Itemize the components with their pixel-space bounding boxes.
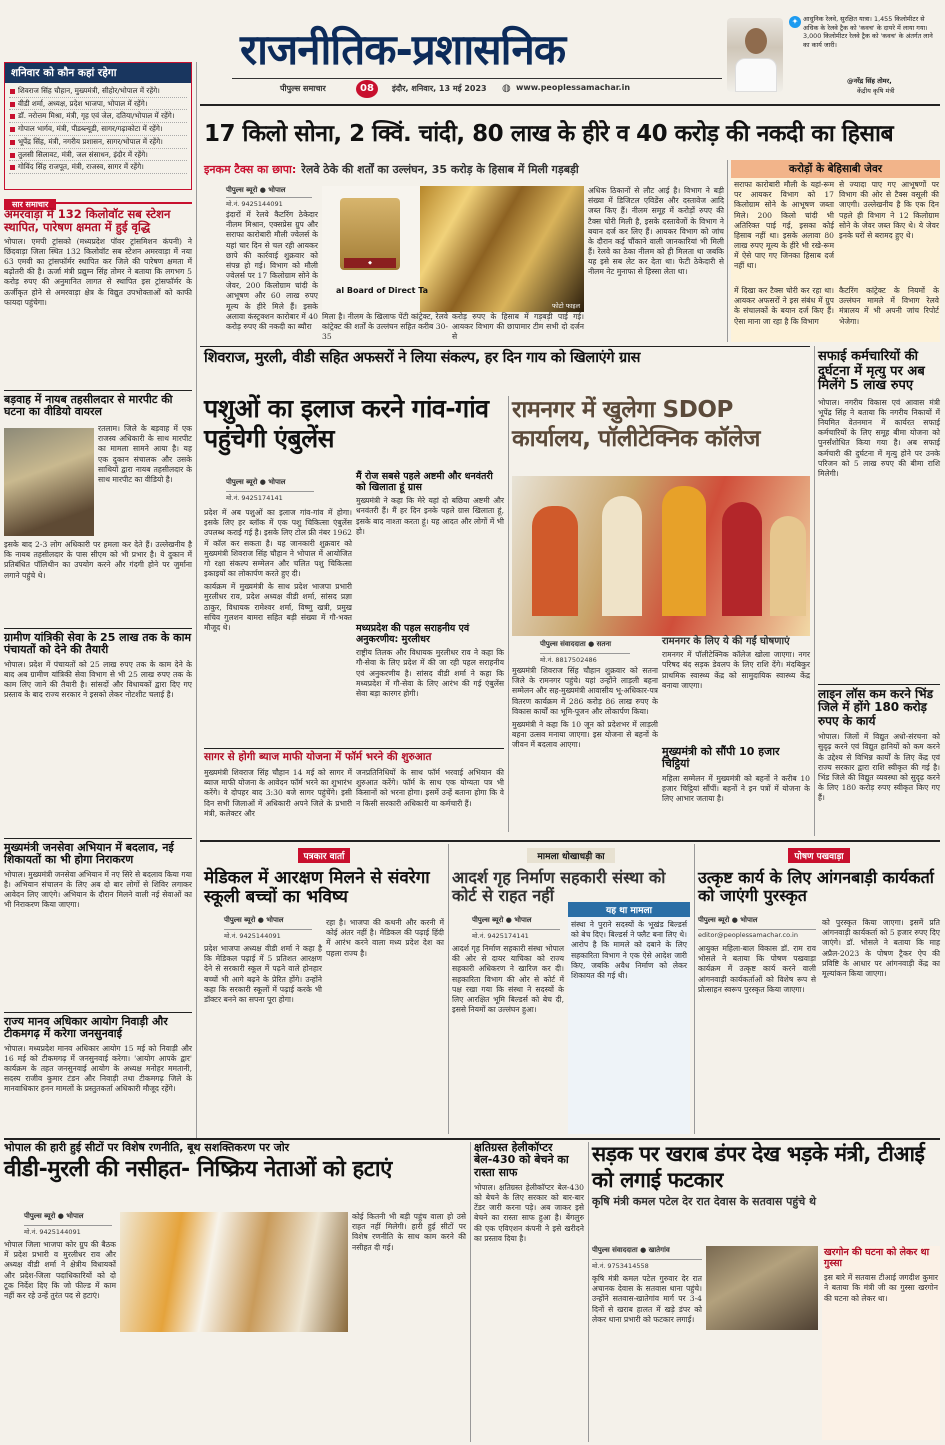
ramnagar-letters: मुख्यमंत्री को सौंपी 10 हजार चिट्ठियां महिला सम्मेलन में मुख्यमंत्री को बहनों ने करीब 10 हजार चिट्ठियां सौंपीं। बहनों ने इन पत्रों में योजना के लिए आभार जताया है।: [662, 745, 810, 803]
dateline: इंदौर, शनिवार, 13 मई 2023: [392, 84, 487, 93]
top-mobile: मो.नं. 9425144091: [226, 197, 312, 208]
left-news-5: राज्य मानव अधिकार आयोग निवाड़ी और टीकमगढ़ में करेगा जनसुनवाई भोपाल। मध्यप्रदेश मानव अधिकार आयोग 15 मई को निवाड़ी और 16 मई को टीकमगढ़ में जनसुनवाई करेगा। 'आयोग आपके द्वार' कार्यक्रम के तहत जनसुनवाई आयोग के अध्यक्ष मनोहर ममतानी, सदस्य राजीव कुमार टंडन और निवाड़ी तथा टीकमगढ़ जिले के मानवाधिकार हनन मामलों के प्रस्तुतकर्ता अधिकारी मौजूद रहेंगे।: [4, 1015, 192, 1094]
dumper-story: सड़क पर खराब डंपर देख भड़के मंत्री, टीआई को लगाई फटकार कृषि मंत्री कमल पटेल देर रात देवास के सतवास पहुंचे थे पीपुल्स संवाददाता ● खातेगांव मो.नं. 9753414558 कृषि मंत्री कमल पटेल गुरुवार देर रात अचानक देवास के सतवास थाना पहुंचे। उन्होंने सतवास-खातेगांव मार्ग पर 3-4 दिनों से खराब हालत में खड़े डंपर को लेकर थाना प्रभारी को फटकार लगाई। खरगोन की घटना को लेकर था गुस्सा इस बारे में सतवास टीआई जगदीश कुमार ने बताया कि मंत्री जी का गुस्सा खरगोन की घटना को लेकर था।: [592, 1142, 940, 1442]
license-story: लाइन लॉस कम करने भिंड जिले में होंगे 180 करोड़ रुपए के कार्य भोपाल। जिलों में विद्युत अधो-संरचना को सुदृढ़ करने एवं विद्युत हानियों को कम करने के उद्देश्य से विभिन्न कार्यों के लिए केंद्र एवं राज्य सरकार द्वारा राशि स्वीकृत की गई है। भिंड जिले की विद्युत व्यवस्था को सुदृढ़ करने के लिए 180 करोड़ रुपए स्वीकृत किए गए हैं।: [818, 687, 940, 803]
tweet-box: [727, 14, 939, 98]
brief-label: सार समाचार: [4, 199, 56, 210]
ramnagar-mobile: मो.नं. 8817502486: [540, 653, 630, 664]
list-item: तुलसी सिलावट, मंत्री, जल संसाधन, इंदौर में रहेंगे।: [9, 149, 187, 162]
website: www.peoplessamachar.in: [516, 83, 631, 92]
ramnagar-headline: रामनगर में खुलेगा SDOP कार्यालय, पॉलीटेक्निक कॉलेज: [512, 397, 761, 452]
list-item: गोपाल भार्गव, मंत्री, पीडब्ल्यूडी, सागर/गढ़ाकोटा में रहेंगे।: [9, 123, 187, 136]
top-col-2: मिला है। नीलम के खिलाफ पेंटी कांट्रेक्ट, रेलवे कांट्रेक्ट की शर्तों के उल्लंघन सहित करीब 30-35: [322, 312, 448, 342]
ambulance-sub-1: मैं रोज सबसे पहले अष्टमी और धनवंतरी को खिलाता हूं ग्रास मुख्यमंत्री ने कहा कि मेरे यहां दो बछिया अष्टमी और धनवंतरी हैं। मैं हर दिन इनके पहले ग्रास खिलाता हूं, इसके बाद नाश्ता करता हूं। यह आदत और लोगों में भी हो।: [356, 471, 504, 536]
ramnagar-byline: पीपुल्स संवाददाता ● सतना: [540, 640, 612, 648]
jewels-box: करोड़ों के बेहिसाबी जेवर सराफा कारोबारी मौली के यहां-रूम पर आयकर विभाग को 17 किलोग्राम सोने के आभूषण जब्ता मिले। 200 किलो चांदी भी अतिरिक्त पाई गई, इसका कोई हिसाब नहीं था। इसके अलावा 80 लाख रुपए मूल्य के हीरे भी रखे-रूम में ऐसे पाए गए जिनका हिसाब दर्ज नहीं था। में दिखा कर टैक्स चोरी कर रहा था। आयकर अफसरों ने इस संबंध में ग्रुप के संचालकों के बयान दर्ज किए हैं। ऐसा माना जा रहा है कि विभाग से ज्यादा पाए गए आभूषणों पर विभाग की ओर से टैक्स वसूली की जाएगी। उल्लेखनीय है कि एक दिन पहले ही विभाग ने 12 किलोग्राम सोने के जेवर जब्त किए थे। ये जेवर इनके घरों से बरामद हुए थे। कैटरिंग कांट्रेक्ट के नियमों के उल्लंघन मामले में विभाग रेलवे मंत्रालय में भी अपनी जांच रिपोर्ट भेजेगा।: [731, 160, 940, 342]
anganwadi-story: पोषण पखवाड़ा उत्कृष्ट कार्य के लिए आंगनबाड़ी कार्यकर्ता को जाएंगी पुरस्कृत पीपुल्स ब्यूरो ● भोपाल editor@peoplessamachar.co.in आयुक्त महिला-बाल विकास डॉ. राम राव भोसले ने बताया कि पोषण पखवाड़ा कार्यक्रम में उत्कृष्ट कार्य करने वाली आंगनवाड़ी कार्यकर्ताओं को विशेष रूप से प्रोत्साहन स्वरूप पुरस्कृत किया जाएगा। को पुरस्कृत किया जाएगा। इसमें प्रति आंगनवाड़ी कार्यकर्ता को 5 हजार रुपए दिए जाएंगे। डॉ. भोसले ने बताया कि माह अप्रैल-2023 के पोषण ट्रैकर ऐप की प्रविष्टि के आधार पर आंगनवाड़ी केंद्र का मूल्यांकन किया जाएगा।: [698, 844, 940, 1144]
dumper-photo: [706, 1246, 818, 1330]
ambulance-mobile: मो.नं. 9425174141: [226, 491, 314, 502]
tweet-text: आधुनिक रेलवे, सुरक्षित यात्रा। 1,455 किलोमीटर से अधिक के रेलवे ट्रैक को 'कवच' के दायरे में लाया गया। 3,000 किलोमीटर रेलवे ट्रैक को 'कवच' के अंतर्गत लाने का कार्य जारी।: [803, 15, 933, 49]
schedule-title: शनिवार को कौन कहां रहेगा: [5, 63, 191, 83]
khargone-box: खरगोन की घटना को लेकर था गुस्सा इस बारे में सतवास टीआई जगदीश कुमार ने बताया कि मंत्री जी का गुस्सा खरगोन की घटना को लेकर था।: [822, 1246, 940, 1440]
news-photo: [4, 428, 94, 536]
case-box: यह था मामला संस्था ने पुराने सदस्यों के भूखंड बिल्डर्स को बेच दिए। बिल्डर्स ने फ्लैट बना लिए थे। आरोप है कि मामले को दबाने के लिए सहकारिता विभाग ने एक ऐसे आदेश जारी किए, जबकि अवैध निर्माण को लेकर शिकायत की गई थी।: [568, 902, 690, 1134]
twitter-icon: ✦: [789, 16, 801, 28]
ramnagar-body: मुख्यमंत्री शिवराज सिंह चौहान शुक्रवार को सतना जिले के रामनगर पहुंचे। यहां उन्होंने लाड़ली बहना सम्मेलन और सह-मुख्यमंत्री आवासीय भू-अधिकार-पत्र वितरण कार्यक्रम में 286 करोड़ 86 लाख रुपए के विकास कार्यों का भूमि-पूजन और लोकार्पण किया। मुख्यमंत्री ने कहा कि 10 जून को प्रदेशभर में लाड़ली बहना उत्सव मनाया जाएगा। इस योजना से बहनों के जीवन में बदलाव आएगा।: [512, 666, 658, 750]
tweet-role: केंद्रीय कृषि मंत्री: [857, 87, 895, 95]
ambulance-byline: पीपुल्स ब्यूरो ● भोपाल: [226, 478, 286, 486]
list-item: वीडी शर्मा, अध्यक्ष, प्रदेश भाजपा, भोपाल में रहेंगे।: [9, 98, 187, 111]
left-news-1: अमरवाड़ा में 132 किलोवॉट सब स्टेशन स्थापित, पारेषण क्षमता में हुई वृद्धि भोपाल। एमपी ट्रांसको (मध्यप्रदेश पॉवर ट्रांसमिशन कंपनी) ने छिंदवाड़ा जिला स्थित 132 किलोवॉट सब स्टेशन अमरवाड़ा में नया 63 एमवी का ट्रांसफॉर्मर स्थापित कर जिले की पारेषण क्षमता में बढ़ोतरी की है। ऊर्जा मंत्री प्रद्युम्न सिंह तोमर ने बताया कि लगभग 5 करोड़ रुपए की अनुमानित लागत से स्थापित इस ट्रांसफॉर्मर के ऊर्जीकृत होने से अमरवाड़ा क्षेत्र के विद्युत उपभोक्ताओं को काफी फायदा पहुंचेगा।: [4, 207, 192, 307]
top-kicker: इनकम टैक्स का छापा:: [204, 163, 297, 176]
tweet-author: @नरेंद्र सिंह तोमर,: [847, 77, 892, 85]
society-story: मामला धोखाधड़ी का आदर्श गृह निर्माण सहकारी संस्था को कोर्ट से राहत नहीं पीपुल्स ब्यूरो ● भोपाल मो.नं. 9425174141 आदर्श गृह निर्माण सहकारी संस्था भोपाल की ओर से दायर याचिका को राज्य सहकारी अधिकरण ने खारिज कर दी। सहकारिता विभाग की ओर से कोर्ट में पक्ष रखा गया कि संस्था ने सदस्यों के लिए आरक्षित भूमि बिल्डर्स को बेच दी, इससे नियमों का उल्लंघन हुआ। यह था मामला संस्था ने पुराने सदस्यों के भूखंड बिल्डर्स को बेच दिए। बिल्डर्स ने फ्लैट बना लिए थे। आरोप है कि मामले को दबाने के लिए सहकारिता विभाग ने एक ऐसे आदेश जारी किए, जबकि अवैध निर्माण को लेकर शिकायत की गई थी।: [452, 844, 690, 1144]
left-news-2: बड़वाह में नायब तहसीलदार से मारपीट की घटना का वीडियो वायरल रतलाम। जिले के बड़वाह में एक राजस्व अधिकारी के साथ मारपीट का मामला सामने आया है। यह एक दुकान संचालक और उसके साथियों द्वारा नायब तहसीलदार के साथ मारपीट का वीडियो है। इसके बाद 2-3 लोग अधिकारी पर हमला कर देते हैं। उल्लेखनीय है कि नायब तहसीलदार के पास सीएम को भी प्रभार है। ये दुकान में प्रतिबंधित पॉलिथीन का उपयोग करने और गंदगी होने पर जुर्माना लगाने पहुंचे थे।: [4, 393, 192, 580]
heli-story: क्षतिग्रस्त हेलीकॉप्टर बेल-430 को बेचने का रास्ता साफ भोपाल। क्षतिग्रस्त हेलीकॉप्टर बेल-430 को बेचने के लिए सरकार को बार-बार टेंडर जारी करना पड़े। अब जाकर इसे बेचने का रास्ता साफ हुआ है। बेंगलुरु की एक एविएशन कंपनी ने इसे खरीदने का प्रस्ताव दिया है।: [474, 1141, 584, 1243]
safai-story: सफाई कर्मचारियों की दुर्घटना में मृत्यु पर अब मिलेंगे 5 लाख रुपए भोपाल। नगरीय विकास एवं आवास मंत्री भूपेंद्र सिंह ने बताया कि नगरीय निकायों में नियमित वेतनमान में कार्यरत सफाई कर्मचारियों के लिए समूह बीमा योजना को पुनर्संशोधित किया गया है। अब सफाई कर्मचारी की दुर्घटना में मृत्यु होने पर उनके परिजन को 5 लाख रुपए की बीमा राशि मिलेगी।: [818, 349, 940, 478]
list-item: गोविंद सिंह राजपूत, मंत्री, राजस्व, सागर में रहेंगे।: [9, 161, 187, 174]
page-number: 08: [356, 80, 378, 98]
ramnagar-photo: [512, 476, 810, 636]
photo-caption: फोटो फाइल: [551, 302, 580, 310]
ramnagar-declarations: रामनगर के लिए ये की गईं घोषणाएं रामनगर में पॉलीटेक्निक कॉलेज खोला जाएगा। नगर परिषद बंद सड़क डेवलप के लिए राशि देंगे। मंदबिकुर प्राथमिक स्वास्थ्य केंद्र को सामुदायिक स्वास्थ्य केंद्र बनाया जाएगा।: [662, 636, 810, 690]
bjp-story: भोपाल की हारी हुई सीटों पर विशेष रणनीति, बूथ सशक्तिकरण पर जोर वीडी-मुरली की नसीहत- निष्क्रिय नेताओं को हटाएं पीपुल्स ब्यूरो ● भोपाल मो.नं. 9425144091 भोपाल जिला भाजपा कोर ग्रुप की बैठक में प्रदेश प्रभारी व मुरलीधर राव और अध्यक्ष वीडी शर्मा ने क्षेत्रीय विधायकों और प्रदेश-जिला पदाधिकारियों को दो टूक निर्देश दिए कि जो फील्ड में काम नहीं कर रहे उन्हें तुरंत पद से हटाएं। कोई कितनी भी बड़ी पहुंच वाला हो उसे राहत नहीं मिलेगी। हारी हुई सीटों पर विशेष रणनीति के साथ काम करने की नसीहत दी गई।: [4, 1142, 466, 1442]
medical-story: पत्रकार वार्ता मेडिकल में आरक्षण मिलने से संवरेगा स्कूली बच्चों का भविष्य पीपुल्स ब्यूरो ● भोपाल मो.नं. 9425144091 प्रदेश भाजपा अध्यक्ष वीडी शर्मा ने कहा है कि मेडिकल पढ़ाई में 5 प्रतिशत आरक्षण देने से सरकारी स्कूल में पढ़ने वाले होनहार बच्चों भी आगे बढ़ने के प्रेरित होंगे। उन्होंने कहा कि सरकारी स्कूलों में पढ़ाई करके भी डॉक्टर बनने का सपना पूरा होगा। रहा है। भाजपा की कथनी और करनी में कोई अंतर नहीं है। मेडिकल की पढ़ाई हिंदी में आरंभ करने वाला मध्य प्रदेश देश का पहला राज्य है।: [204, 844, 444, 1144]
top-deck: रेलवे ठेके की शर्तों का उल्लंघन, 35 करोड़ के हिसाब में मिली गड़बड़ी: [301, 163, 579, 176]
ambulance-body: प्रदेश में अब पशुओं का इलाज गांव-गांव में होगा। इसके लिए हर ब्लॉक में एक पशु चिकित्सा एंबुलेंस उपलब्ध कराई गई है। इसके लिए टोल फ्री नंबर 1962 में कॉल कर सकता है। यह जानकारी शुक्रवार को मुख्यमंत्री शिवराज सिंह चौहान ने भोपाल में आयोजित गो रक्षा संकल्प सम्मेलन और चलित पशु चिकित्सा इकाइयों का लोकार्पण करते हुए दी। कार्यक्रम में मुख्यमंत्री के साथ प्रदेश भाजपा प्रभारी मुरलीधर राव, प्रदेश अध्यक्ष वीडी शर्मा, सांसद प्रज्ञा ठाकुर, विधायक रामेश्वर शर्मा, विष्णु खत्री, प्रमुख सचिव गुलशन बामरा सहित बड़ी संख्या में गौ-भक्त मौजूद थे।: [204, 508, 352, 632]
left-news-3: ग्रामीण यांत्रिकी सेवा के 25 लाख तक के काम पंचायतों को देने की तैयारी भोपाल। प्रदेश में पंचायतों को 25 लाख रुपए तक के काम देने के बाद अब ग्रामीण यांत्रिकी सेवा विभाग से भी 25 लाख रुपए तक के काम लिए जाने की तैयारी है। सांसदों और विधायकों द्वारा दिए गए प्रस्ताव के बाद राज्य सरकार ने इसको लेकर नोटशीट चलाई है।: [4, 631, 192, 700]
left-news-4: मुख्यमंत्री जनसेवा अभियान में बदलाव, नई शिकायतों का भी होगा निराकरण भोपाल। मुख्यमंत्री जनसेवा अभियान में नए सिरे से बदलाव किया गया है। अभियान संचालन के लिए अब दो बार लोगों से शिविर लगाकर आवेदन लिए जाएंगे। अभियान के दौरान मिलने वाली नई सेवाओं का भी निराकरण किया जाएगा।: [4, 841, 192, 910]
top-byline: पीपुल्स ब्यूरो ● भोपाल: [226, 186, 286, 194]
list-item: भूपेंद्र सिंह, मंत्री, नगरीय प्रशासन, सागर/भोपाल में रहेंगे।: [9, 136, 187, 149]
ambulance-headline: पशुओं का इलाज करने गांव-गांव पहुंचेगी एंबुलेंस: [204, 394, 489, 453]
cow-banner: शिवराज, मुरली, वीडी सहित अफसरों ने लिया संकल्प, हर दिन गाय को खिलाएंगे ग्रास: [204, 350, 641, 366]
sagar-headline: सागर से होगी ब्याज माफी योजना में फॉर्म भरने की शुरुआत: [204, 751, 432, 763]
section-title: राजनीतिक-प्रशासनिक: [240, 25, 566, 74]
top-headline: 17 किलो सोना, 2 क्विं. चांदी, 80 लाख के हीरे व 40 करोड़ की नकदी का हिसाब: [204, 121, 894, 147]
top-photo: ◆ al Board of Direct Ta फोटो फाइल: [322, 186, 584, 312]
bjp-photo: [120, 1212, 348, 1332]
top-col-1: इंदारों में रेलवे कैटरिंग ठेकेदार नीलम मिश्रान, एक्सप्रेस ग्रुप और सराफा कारोबारी मौली ज्वेलर्स के यहां चार दिन से चल रही आयकर छापे की कार्रवाई शुक्रवार को संपन्न हो गई। विभाग को मौली ज्वेलर्स पर 17 किलोग्राम सोने के जेवर, 200 किलोग्राम चांदी के आभूषण और 60 लाख रुपए मूल्य के हीरे मिले हैं। इसके अलावा कंस्ट्रक्शन कारोबार में 40 करोड़ रुपए की नकदी का ब्यौरा: [226, 210, 318, 331]
paper-name: पीपुल्स समाचार: [280, 84, 326, 93]
jewels-box-title: करोड़ों के बेहिसाबी जेवर: [731, 160, 940, 178]
globe-icon: ◍: [502, 83, 511, 94]
ambulance-sub-2: मध्यप्रदेश की पहल सराहनीय एवं अनुकरणीय: मुरलीधर राष्ट्रीय तिलक और विधायक मुरलीधर राव ने कहा कि गौ-सेवा के लिए प्रदेश में की जा रही पहल सराहनीय एवं अनुकरणीय है। सांसद वीडी शर्मा ने कहा कि मध्यप्रदेश में गौ-सेवा के लिए आरंभ की गई एंबुलेंस सेवा बड़ा कारगर होगी।: [356, 623, 504, 698]
schedule-list: [5, 83, 191, 176]
top-col-4: अधिक ठिकानों से लौट आई है। विभाग ने बड़ी संख्या में डिजिटल एविडेंस और दस्तावेज आदि जब्त किए हैं। नीलम समूह में करोड़ों रुपए की टैक्स चोरी मिली है, इसके दस्तावेजों के विभाग ने बयान दर्ज कर लिए हैं। आयकर विभाग को जांच के दौरान कई चौंकाने वाली जानकारियां भी मिली हैं। रेलवे का ठेका नीलम को ही मिलता था जबकि यह इसे सब लेट कर देता था। फेटी ठेकेदारी से नीलम नेट मुनाफा से हिस्सा लेता था।: [588, 186, 724, 277]
list-item: डॉ. नरोत्तम मिश्रा, मंत्री, गृह एवं जेल, दतिया/भोपाल में रहेंगे।: [9, 110, 187, 123]
list-item: शिवराज सिंह चौहान, मुख्यमंत्री, सीहोर/भोपाल में रहेंगे।: [9, 85, 187, 98]
top-col-3: करोड़ रुपए के हिसाब में गड़बड़ी पाई गई। आयकर विभाग की छापामार टीम सभी दो दर्जन से: [452, 312, 584, 342]
